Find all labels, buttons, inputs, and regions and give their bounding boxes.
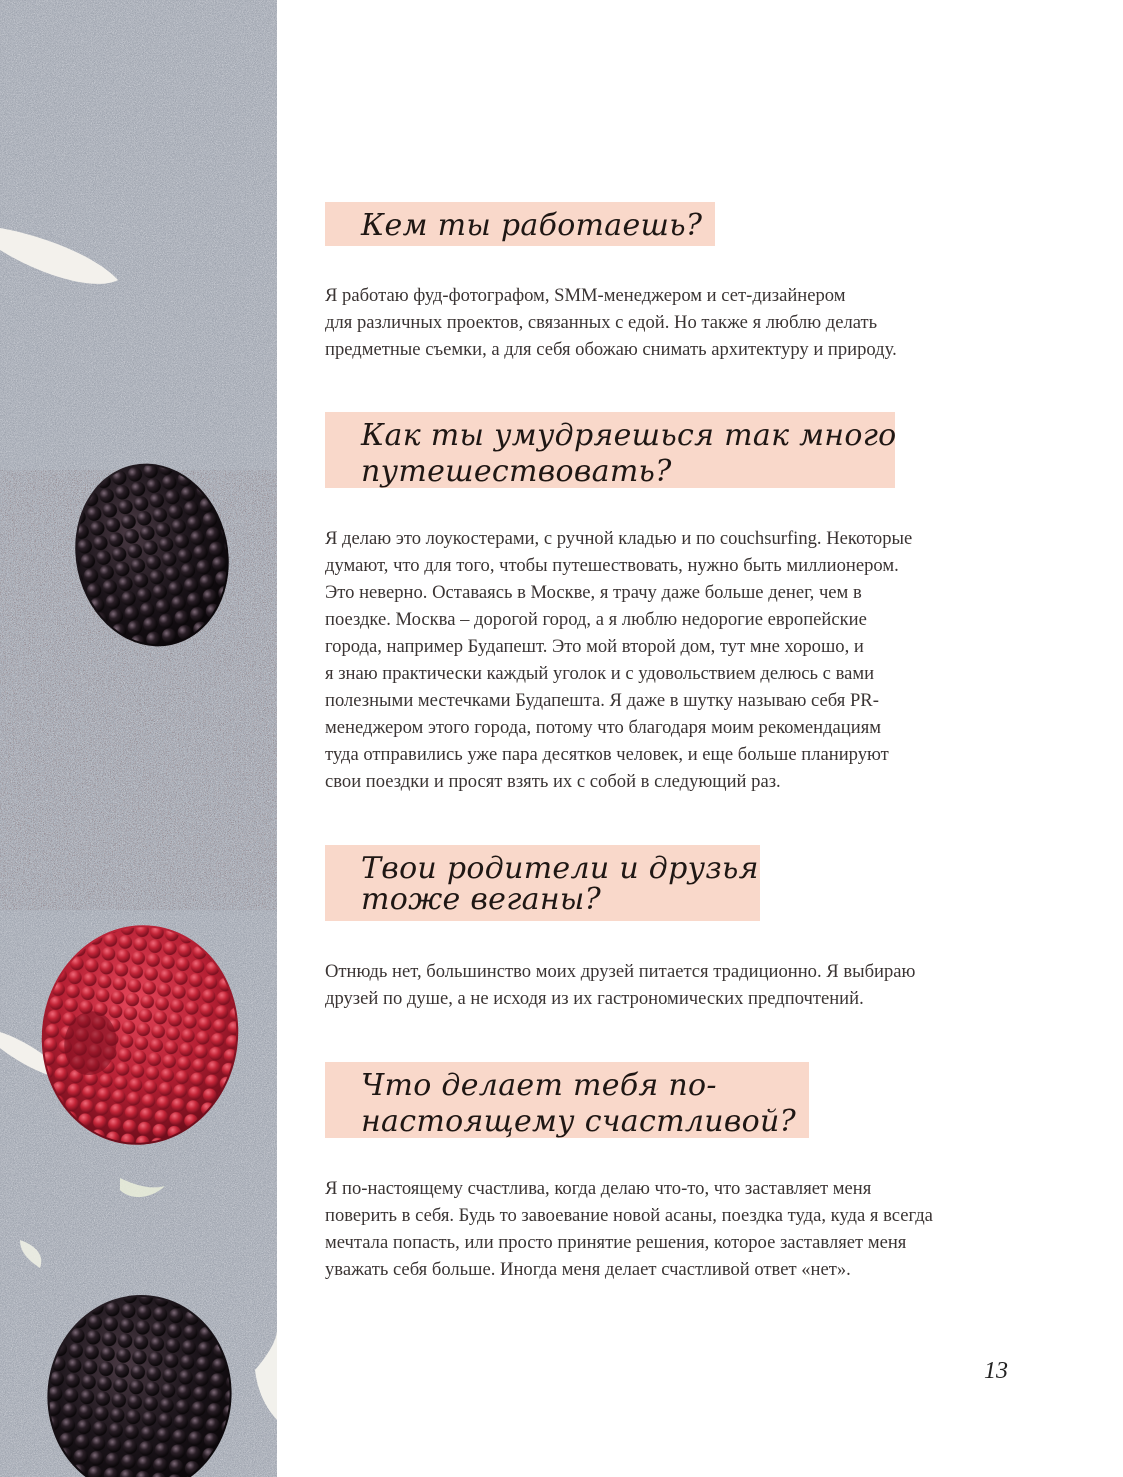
question-line: путешествовать?: [361, 454, 672, 489]
answer-line: думают, что для того, чтобы путешествовать, нужно быть миллионером.: [325, 555, 899, 576]
berries-photo: [0, 0, 277, 1477]
answer-line: свои поездки и просят взять их с собой в следующий раз.: [325, 771, 781, 792]
answer-paragraph-3: [325, 958, 1005, 1012]
answer-line: мечтала попасть, или просто принятие решения, которое заставляет меня: [325, 1232, 907, 1253]
answer-paragraph-4: [325, 1175, 1005, 1283]
answer-line: Это неверно. Оставаясь в Москве, я трачу даже больше денег, чем в: [325, 582, 862, 603]
question-heading-2: [325, 412, 895, 488]
page-number: 13: [984, 1358, 1008, 1384]
answer-line: я знаю практически каждый уголок и с удовольствием делюсь с вами: [325, 663, 875, 684]
answer-line: полезными местечками Будапешта. Я даже в шутку называю себя PR-: [325, 690, 879, 711]
question-line: Твои родители и друзья: [361, 851, 759, 886]
answer-line: предметные съемки, а для себя обожаю снимать архитектуру и природу.: [325, 339, 897, 360]
answer-line: поверить в себя. Будь то завоевание новой асаны, поездка туда, куда я всегда: [325, 1205, 933, 1226]
question-heading-3: [325, 845, 760, 921]
answer-line: уважать себя больше. Иногда меня делает счастливой ответ «нет».: [325, 1259, 851, 1280]
answer-line: Отнюдь нет, большинство моих друзей питается традиционно. Я выбираю: [325, 961, 916, 982]
answer-line: для различных проектов, связанных с едой. Но также я люблю делать: [325, 312, 878, 333]
question-line: Как ты умудряешься так много: [361, 418, 897, 453]
question-line: Что делает тебя по-: [361, 1068, 717, 1103]
answer-line: Я по-настоящему счастлива, когда делаю что-то, что заставляет меня: [325, 1178, 872, 1199]
answer-line: туда отправились уже пара десятков человек, и еще больше планируют: [325, 744, 889, 765]
question-line: Кем ты работаешь?: [361, 208, 703, 243]
answer-line: поездке. Москва – дорогой город, а я люблю недорогие европейские: [325, 609, 867, 630]
answer-line: менеджером этого города, потому что благодаря моим рекомендациям: [325, 717, 882, 738]
question-heading-4: [325, 1062, 809, 1138]
answer-line: друзей по душе, а не исходя из их гастрономических предпочтений.: [325, 988, 864, 1009]
question-heading-1: [325, 202, 715, 246]
answer-paragraph-2: [325, 525, 1005, 795]
question-line: настоящему счастливой?: [361, 1104, 796, 1139]
answer-line: города, например Будапешт. Это мой второй дом, тут мне хорошо, и: [325, 636, 864, 657]
question-line: тоже веганы?: [361, 882, 602, 917]
answer-paragraph-1: [325, 282, 1005, 363]
answer-line: Я делаю это лоукостерами, с ручной кладью и по couchsurfing. Некоторые: [325, 528, 913, 549]
answer-line: Я работаю фуд-фотографом, SMM-менеджером и сет-дизайнером: [325, 285, 846, 306]
